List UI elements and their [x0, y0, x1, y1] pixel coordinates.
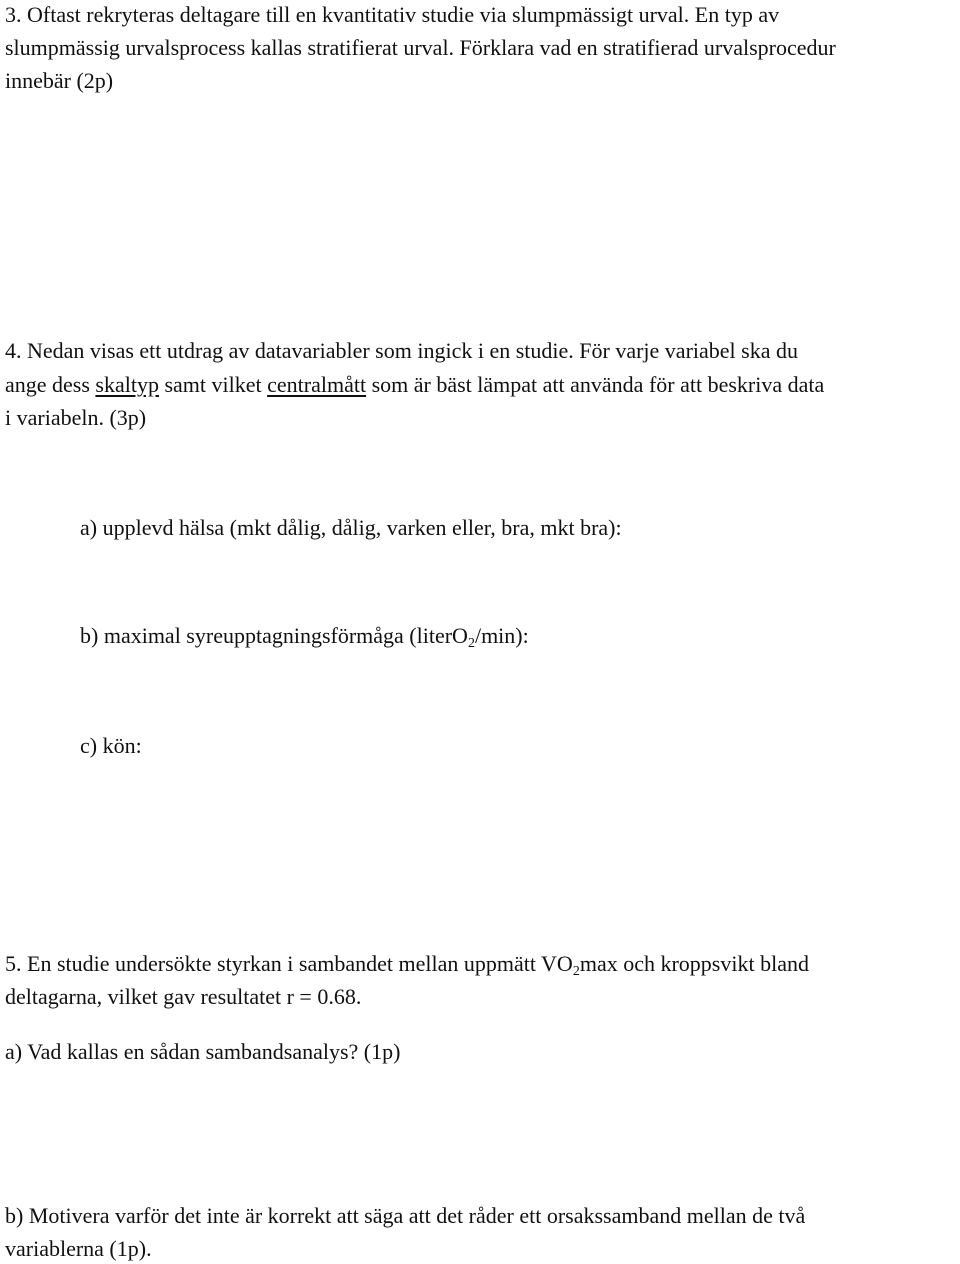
- q3-text-line-2: slumpmässig urvalsprocess kallas stratifierat urval. Förklara vad en stratifierad urvalsprocedur: [5, 35, 836, 60]
- q3-text-line-3: innebär (2p): [5, 68, 114, 93]
- q5-item-b-line-2: variablerna (1p).: [5, 1236, 152, 1261]
- q4-item-c: c) kön:: [80, 733, 142, 758]
- q4-text-line-1: 4. Nedan visas ett utdrag av datavariabler som ingick i en studie. För varje variabel ska du: [5, 338, 798, 363]
- term-skaltyp: skaltyp: [95, 372, 159, 397]
- q4-line2-middle: samt vilket: [158, 372, 268, 397]
- q4-line2-start: ange dess: [5, 372, 96, 397]
- q4-item-b: [80, 621, 529, 651]
- q4-item-b-text: b) maximal syreupptagningsförmåga (literO: [80, 623, 468, 648]
- q5-text-line-1: [5, 949, 809, 979]
- q4-item-b-subscript: 2: [467, 636, 475, 651]
- term-centralmatt: centralmått: [267, 372, 367, 397]
- q5-item-a: a) Vad kallas en sådan sambandsanalys? (1p): [5, 1039, 401, 1064]
- q5-text-line-2: deltagarna, vilket gav resultatet r = 0.68.: [5, 984, 362, 1009]
- q5-line1-end: max och kroppsvikt bland: [579, 951, 809, 976]
- q4-text-line-2: [5, 370, 824, 400]
- q4-item-b-unit-end: /min):: [474, 623, 529, 648]
- q5-line1-subscript: 2: [572, 964, 580, 979]
- q5-item-b-line-1: b) Motivera varför det inte är korrekt att säga att det råder ett orsakssamband mellan de två: [5, 1203, 806, 1228]
- q4-text-line-3: i variabeln. (3p): [5, 405, 147, 430]
- q4-item-a: a) upplevd hälsa (mkt dålig, dålig, varken eller, bra, mkt bra):: [80, 515, 622, 540]
- q5-line1-start: 5. En studie undersökte styrkan i sambandet mellan uppmätt VO: [5, 951, 573, 976]
- q3-text-line-1: 3. Oftast rekryteras deltagare till en kvantitativ studie via slumpmässigt urval. En typ av: [5, 2, 780, 27]
- q4-line2-end: som är bäst lämpat att använda för att beskriva data: [366, 372, 825, 397]
